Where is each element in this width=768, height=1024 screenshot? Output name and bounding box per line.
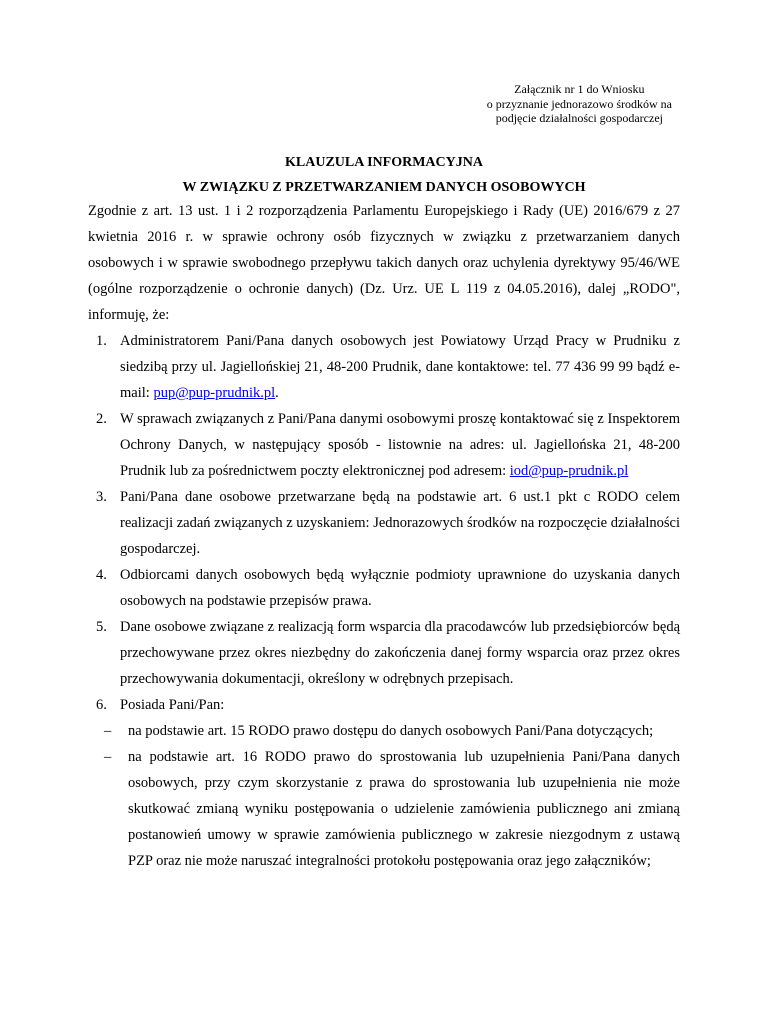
list-item-end: .	[275, 385, 279, 401]
list-number: 1.	[96, 333, 107, 349]
list-item-text: Odbiorcami danych osobowych będą wyłącznie podmioty uprawnione do uzyskania danych osobowych na podstawie przepisów prawa.	[120, 567, 680, 609]
list-number: 4.	[96, 567, 107, 583]
list-item-1	[88, 328, 680, 406]
list-item-3	[88, 484, 680, 562]
attachment-line-2: o przyznanie jednorazowo środków na	[486, 96, 672, 111]
dash-bullet: –	[104, 749, 112, 765]
document-title	[88, 150, 680, 200]
email-link-pup[interactable]: pup@pup-prudnik.pl	[153, 385, 276, 401]
rights-list	[88, 718, 680, 874]
dash-bullet: –	[104, 723, 112, 739]
title-line-1: KLAUZULA INFORMACYJNA	[285, 155, 483, 170]
attachment-line-3: podjęcie działalności gospodarczej	[495, 111, 663, 125]
title-line-2: W ZWIĄZKU Z PRZETWARZANIEM DANYCH OSOBOWYCH	[182, 180, 586, 195]
list-item-text: Dane osobowe związane z realizacją form wsparcia dla pracodawców lub przedsiębiorców będą przechowywane przez okres niezbędny do zakończenia danej formy wsparcia oraz przez okres przechowywania dokumentacji, określony w odrębnych przepisach.	[120, 619, 680, 687]
list-item-text: Pani/Pana dane osobowe przetwarzane będą na podstawie art. 6 ust.1 pkt c RODO celem realizacji zadań związanych z uzyskaniem: Jednorazowych środków na rozpoczęcie działalności gospodarczej.	[120, 489, 680, 557]
list-item-6	[88, 692, 680, 874]
list-item-text: W sprawach związanych z Pani/Pana danymi osobowymi proszę kontaktować się z Inspektorem Ochrony Danych, w następujący sposób - listownie na adres: ul. Jagiellońska 21, 48-200 Prudnik lub za pośrednictwem poczty elektronicznej pod adresem:	[120, 411, 680, 479]
list-number: 5.	[96, 619, 107, 635]
list-item-text: Administratorem Pani/Pana danych osobowych jest Powiatowy Urząd Pracy w Prudniku z siedzibą przy ul. Jagiellońskiej 21, 48-200 Prudnik, dane kontaktowe: tel. 77 436 99 99 bądź e-mail:	[120, 333, 680, 401]
list-item-text: Posiada Pani/Pan:	[120, 697, 225, 713]
attachment-note	[487, 82, 672, 126]
attachment-line-1: Załącznik nr 1 do Wniosku	[514, 82, 645, 96]
rights-item-text: na podstawie art. 15 RODO prawo dostępu do danych osobowych Pani/Pana dotyczących;	[128, 723, 654, 739]
list-number: 3.	[96, 489, 107, 505]
rights-item-2	[88, 744, 680, 874]
rights-item-text: na podstawie art. 16 RODO prawo do sprostowania lub uzupełnienia Pani/Pana danych osobowych, przy czym skorzystanie z prawa do sprostowania lub uzupełnienia nie może skutkować zmianą wyniku postępowania o udzielenie zamówienia publicznego ani zmianą postanowień umowy w sprawie zamówienia publicznego w zakresie niezgodnym z ustawą PZP oraz nie może naruszać integralności protokołu postępowania oraz jego załączników;	[128, 749, 680, 869]
list-number: 6.	[96, 697, 107, 713]
list-item-5	[88, 614, 680, 692]
list-item-4	[88, 562, 680, 614]
list-item-2	[88, 406, 680, 484]
intro-paragraph: Zgodnie z art. 13 ust. 1 i 2 rozporządzenia Parlamentu Europejskiego i Rady (UE) 2016/679 z 27 kwietnia 2016 r. w sprawie ochrony osób fizycznych w związku z przetwarzaniem danych osobowych i w sprawie swobodnego przepływu takich danych oraz uchylenia dyrektywy 95/46/WE (ogólne rozporządzenie o ochronie danych) (Dz. Urz. UE L 119 z 04.05.2016), dalej „RODO", informuję, że:	[88, 203, 680, 323]
email-link-iod[interactable]: iod@pup-prudnik.pl	[509, 463, 629, 479]
rights-item-1	[88, 718, 680, 744]
list-number: 2.	[96, 411, 107, 427]
clause-list	[88, 328, 680, 874]
